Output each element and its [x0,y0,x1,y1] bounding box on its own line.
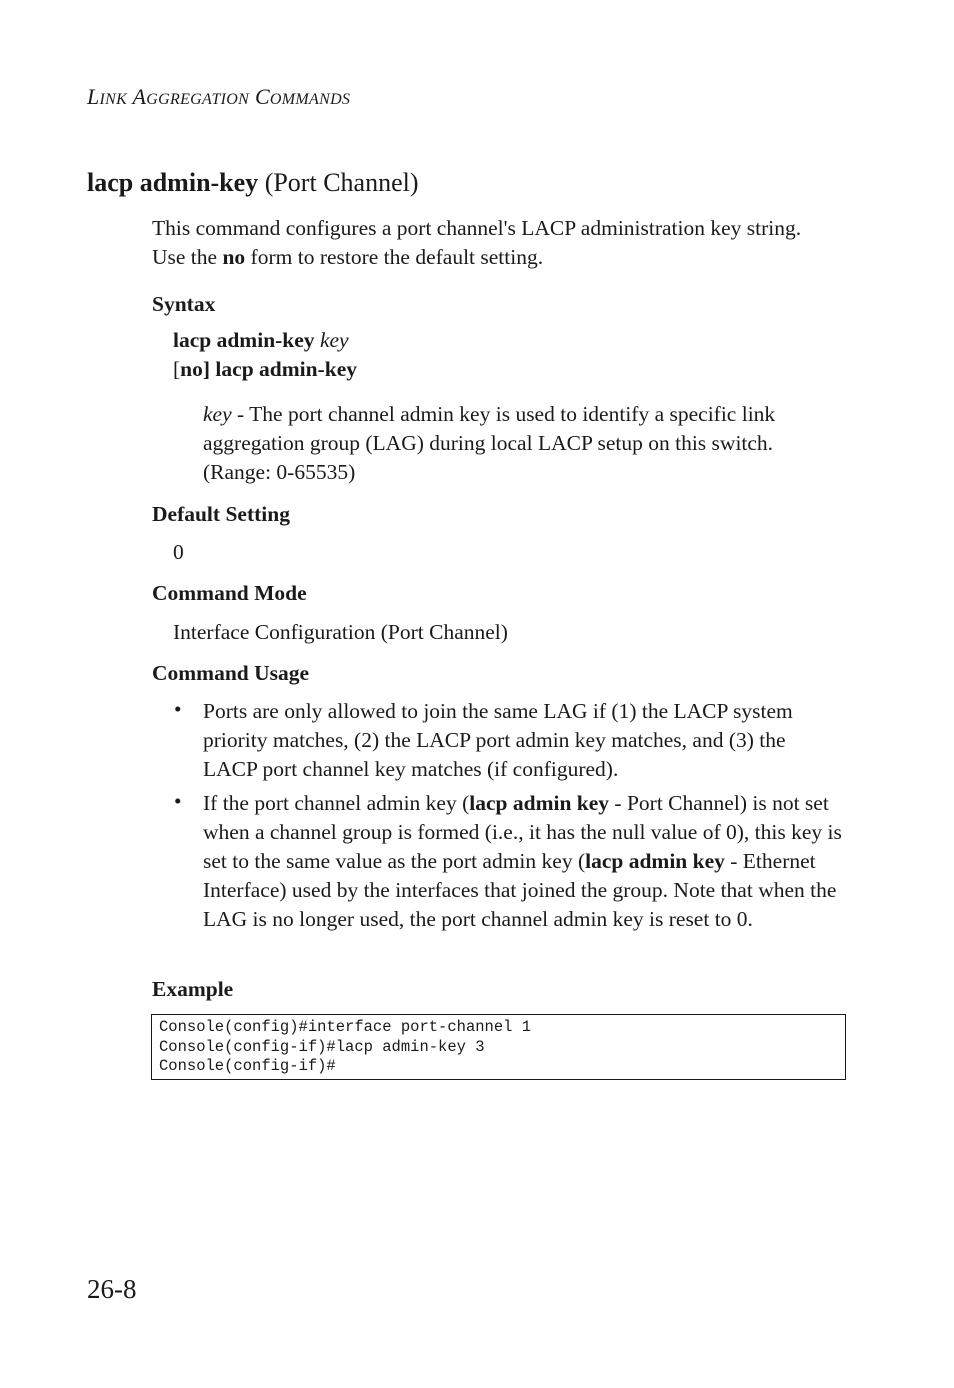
default-setting-heading: Default Setting [152,502,290,526]
syntax-heading: Syntax [152,292,216,316]
command-context: (Port Channel) [264,168,419,197]
command-name: lacp admin-key [87,168,259,197]
default-setting-value: 0 [173,540,184,564]
bullet-marker: • [174,697,182,721]
parameter-name: key [203,402,232,426]
usage-item-2: If the port channel admin key (lacp admin key - Port Channel) is not set when a channel group is formed (i.e., it has the null value of 0), this key is set to the same value as the port admin key (lacp admin key - Ethernet Interface) used by the interfaces that joined the group. Note that when the LAG is no longer used, the port channel admin key is reset to 0. [203,791,842,931]
command-usage-heading: Command Usage [152,661,310,685]
example-heading: Example [152,977,234,1001]
example-code-block [151,1014,846,1080]
running-header: LINK AGGREGATION COMMANDS [87,84,351,109]
code-line: Console(config-if)#lacp admin-key 3 [159,1037,485,1056]
page-number: 26-8 [87,1274,137,1304]
syntax-line-1: lacp admin-key key [173,328,349,352]
bullet-marker: • [174,789,182,813]
command-mode-heading: Command Mode [152,581,307,605]
command-title [87,168,419,198]
code-line: Console(config)#interface port-channel 1 [159,1018,532,1036]
usage-item-1: Ports are only allowed to join the same LAG if (1) the LACP system priority matches, (2) the LACP port admin key matches, and (3) the LACP port channel key matches (if configured). [203,699,793,781]
syntax-line-2: [no] lacp admin-key [173,357,357,381]
command-description: This command configures a port channel's LACP administration key string. Use the no form to restore the default setting. [152,216,802,269]
code-line: Console(config-if)# [159,1057,336,1075]
command-mode-value: Interface Configuration (Port Channel) [173,620,508,644]
parameter-description: key - The port channel admin key is used to identify a specific link aggregation group (LAG) during local LACP setup on this switch. (Range: 0-65535) [203,402,776,484]
